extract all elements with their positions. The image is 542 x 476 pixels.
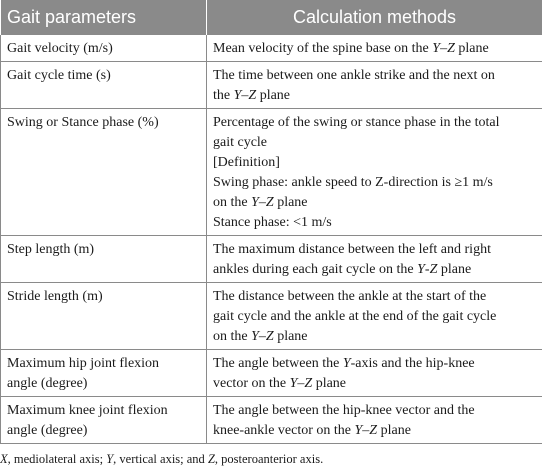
method-line: on the Y–Z plane: [213, 195, 308, 210]
parameter-cell: [1, 283, 207, 350]
method-cell: [207, 397, 542, 444]
parameter-cell: [1, 35, 207, 62]
table-row: [1, 350, 542, 397]
method-line: vector on the Y–Z plane: [213, 376, 347, 391]
method-line: Mean velocity of the spine base on the Y–Z plane: [213, 41, 489, 56]
method-line: The time between one ankle strike and the next on: [213, 68, 495, 83]
method-line: gait cycle and the ankle at the end of the gait cycle: [213, 309, 497, 324]
table-row: [1, 35, 542, 62]
method-line: Percentage of the swing or stance phase in the total: [213, 115, 500, 130]
method-line: Stance phase: <1 m/s: [213, 215, 332, 230]
method-line: knee-ankle vector on the Y–Z plane: [213, 423, 411, 438]
method-line: [Definition]: [213, 155, 280, 170]
method-line: the Y–Z plane: [213, 88, 291, 103]
header-calculation-methods: Calculation methods: [207, 0, 542, 35]
parameter-cell: [1, 350, 207, 397]
parameter-cell: [1, 109, 207, 236]
header-gait-parameters: Gait parameters: [1, 0, 207, 35]
method-line: The distance between the ankle at the start of the: [213, 289, 487, 304]
parameter-line: Maximum knee joint flexion: [7, 403, 168, 418]
method-cell: [207, 236, 542, 283]
method-line: The maximum distance between the left and right: [213, 242, 491, 257]
parameter-cell: [1, 236, 207, 283]
table-footnote: X, mediolateral axis; Y, vertical axis; and Z, posteroanterior axis.: [0, 452, 324, 466]
parameter-text: Gait velocity (m/s): [7, 41, 113, 56]
method-cell: [207, 35, 542, 62]
parameter-line: angle (degree): [7, 423, 88, 438]
method-line: The angle between the hip-knee vector and the: [213, 403, 475, 418]
parameter-cell: [1, 62, 207, 109]
parameter-text: Gait cycle time (s): [7, 68, 111, 83]
method-line: on the Y–Z plane: [213, 329, 308, 344]
parameter-text: Step length (m): [7, 242, 95, 257]
parameter-text: Stride length (m): [7, 289, 103, 304]
method-line: ankles during each gait cycle on the Y-Z plane: [213, 262, 472, 277]
parameter-cell: [1, 397, 207, 444]
method-line: The angle between the Y-axis and the hip-knee: [213, 356, 475, 371]
parameter-text: Swing or Stance phase (%): [7, 115, 159, 130]
method-cell: [207, 109, 542, 236]
table-row: [1, 397, 542, 444]
table-row: [1, 236, 542, 283]
table-row: [1, 283, 542, 350]
method-cell: [207, 62, 542, 109]
method-line: gait cycle: [213, 135, 268, 150]
method-line: Swing phase: ankle speed to Z-direction is ≥1 m/s: [213, 175, 493, 190]
method-cell: [207, 283, 542, 350]
parameter-line: Maximum hip joint flexion: [7, 356, 160, 371]
parameter-line: angle (degree): [7, 376, 88, 391]
table-row: [1, 62, 542, 109]
table-header-row: [1, 0, 542, 35]
method-cell: [207, 350, 542, 397]
table-row: [1, 109, 542, 236]
